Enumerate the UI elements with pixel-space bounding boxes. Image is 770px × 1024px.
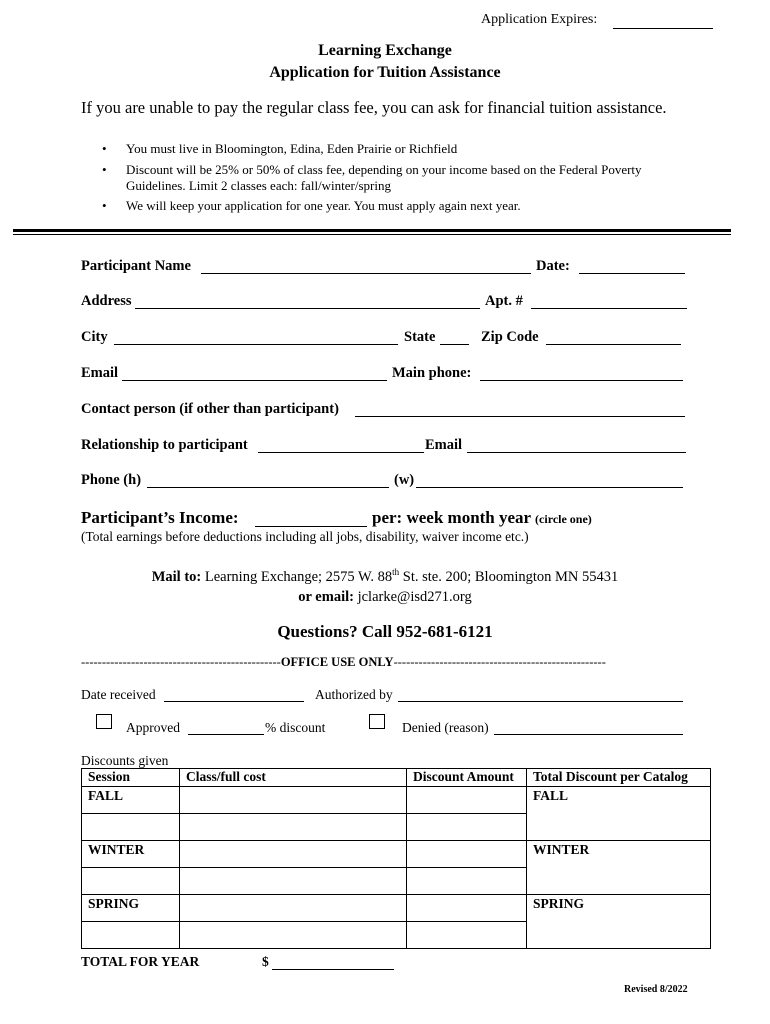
phone-home-field[interactable] (147, 487, 389, 488)
list-item: • We will keep your application for one year. You must apply again next year. (100, 198, 680, 214)
discount-suffix: % discount (265, 720, 326, 735)
mail-to-line: Mail to: Learning Exchange; 2575 W. 88th St. ste. 200; Bloomington MN 55431 (151, 567, 619, 585)
denied-checkbox[interactable] (369, 714, 385, 729)
address-field[interactable] (135, 308, 480, 309)
list-item: • You must live in Bloomington, Edina, Eden Prairie or Richfield (100, 141, 680, 157)
cost-cell[interactable] (180, 868, 407, 895)
org-name: Learning Exchange (318, 42, 452, 59)
phone-work-label: (w) (394, 472, 415, 488)
state-field[interactable] (440, 344, 469, 345)
date-received-field[interactable] (164, 701, 304, 702)
authorized-by-field[interactable] (398, 701, 683, 702)
session-cell: WINTER (82, 841, 180, 868)
approved-label: Approved (126, 720, 180, 735)
amount-cell[interactable] (407, 895, 527, 922)
participant-name-field[interactable] (201, 273, 531, 274)
questions-phone: Questions? Call 952-681-6121 (277, 622, 493, 641)
column-header: Discount Amount (407, 769, 527, 787)
discounts-caption: Discounts given (81, 753, 169, 768)
total-label: TOTAL FOR YEAR (81, 954, 200, 969)
office-use-header: ------------------------------------------------OFFICE USE ONLY--------------------------------------------------- (81, 655, 606, 669)
date-received-label: Date received (81, 687, 156, 702)
income-field[interactable] (255, 526, 367, 527)
address-label: Address (81, 293, 132, 309)
session-cell: FALL (82, 787, 180, 814)
income-period[interactable]: per: week month year (circle one) (372, 508, 592, 527)
phone-home-label: Phone (h) (81, 472, 142, 488)
income-note: (Total earnings before deductions including all jobs, disability, waiver income etc.) (81, 529, 529, 544)
list-item: • Discount will be 25% or 50% of class fee, depending on your income based on the Federal Poverty Guidelines. Limit 2 classes each: fall/winter/spring (100, 162, 680, 194)
intro-text: If you are unable to pay the regular class fee, you can ask for financial tuition assistance. (81, 98, 667, 117)
relationship-label: Relationship to participant (81, 437, 248, 453)
session-cell (82, 922, 180, 949)
authorized-by-label: Authorized by (315, 687, 393, 702)
expires-line[interactable] (613, 28, 713, 29)
relationship-field[interactable] (258, 452, 424, 453)
main-phone-field[interactable] (480, 380, 683, 381)
amount-cell[interactable] (407, 868, 527, 895)
circle-one-note: (circle one) (535, 512, 592, 526)
zip-label: Zip Code (481, 329, 539, 345)
discount-percent-field[interactable] (188, 734, 264, 735)
catalog-cell[interactable]: SPRING (527, 895, 711, 949)
table-row (82, 787, 711, 814)
state-label: State (404, 329, 436, 345)
catalog-cell[interactable]: FALL (527, 787, 711, 841)
column-header: Class/full cost (180, 769, 407, 787)
amount-cell[interactable] (407, 814, 527, 841)
income-label: Participant’s Income: (81, 508, 239, 527)
email-to-line: or email: jclarke@isd271.org (298, 589, 472, 605)
total-dollar: $ (262, 954, 269, 969)
cost-cell[interactable] (180, 841, 407, 868)
contact-person-label: Contact person (if other than participant) (81, 401, 339, 417)
cost-cell[interactable] (180, 787, 407, 814)
table-row (82, 841, 711, 868)
session-cell: SPRING (82, 895, 180, 922)
cost-cell[interactable] (180, 922, 407, 949)
column-header: Total Discount per Catalog (527, 769, 711, 787)
requirements-list (100, 141, 680, 219)
session-cell (82, 814, 180, 841)
apt-field[interactable] (531, 308, 687, 309)
amount-cell[interactable] (407, 922, 527, 949)
amount-cell[interactable] (407, 841, 527, 868)
denied-reason-field[interactable] (494, 734, 683, 735)
email2-label: Email (425, 437, 463, 453)
divider (13, 229, 731, 232)
city-label: City (81, 329, 108, 345)
column-header: Session (82, 769, 180, 787)
session-cell (82, 868, 180, 895)
total-field[interactable] (272, 969, 394, 970)
cost-cell[interactable] (180, 895, 407, 922)
participant-name-label: Participant Name (81, 258, 191, 274)
date-label: Date: (536, 258, 570, 274)
discounts-table (81, 768, 711, 949)
revision-note: Revised 8/2022 (624, 984, 688, 995)
expires-label: Application Expires: (481, 12, 598, 27)
divider (13, 234, 731, 235)
email-label: Email (81, 365, 119, 381)
date-field[interactable] (579, 273, 685, 274)
denied-label: Denied (reason) (402, 720, 489, 735)
page-title: Application for Tuition Assistance (269, 64, 501, 81)
table-row (82, 895, 711, 922)
approved-checkbox[interactable] (96, 714, 112, 729)
phone-work-field[interactable] (416, 487, 683, 488)
email2-field[interactable] (467, 452, 686, 453)
table-header-row (82, 769, 711, 787)
amount-cell[interactable] (407, 787, 527, 814)
city-field[interactable] (114, 344, 398, 345)
apt-label: Apt. # (485, 293, 523, 309)
contact-person-field[interactable] (355, 416, 685, 417)
cost-cell[interactable] (180, 814, 407, 841)
zip-field[interactable] (546, 344, 681, 345)
main-phone-label: Main phone: (392, 365, 472, 381)
catalog-cell[interactable]: WINTER (527, 841, 711, 895)
email-field[interactable] (122, 380, 387, 381)
